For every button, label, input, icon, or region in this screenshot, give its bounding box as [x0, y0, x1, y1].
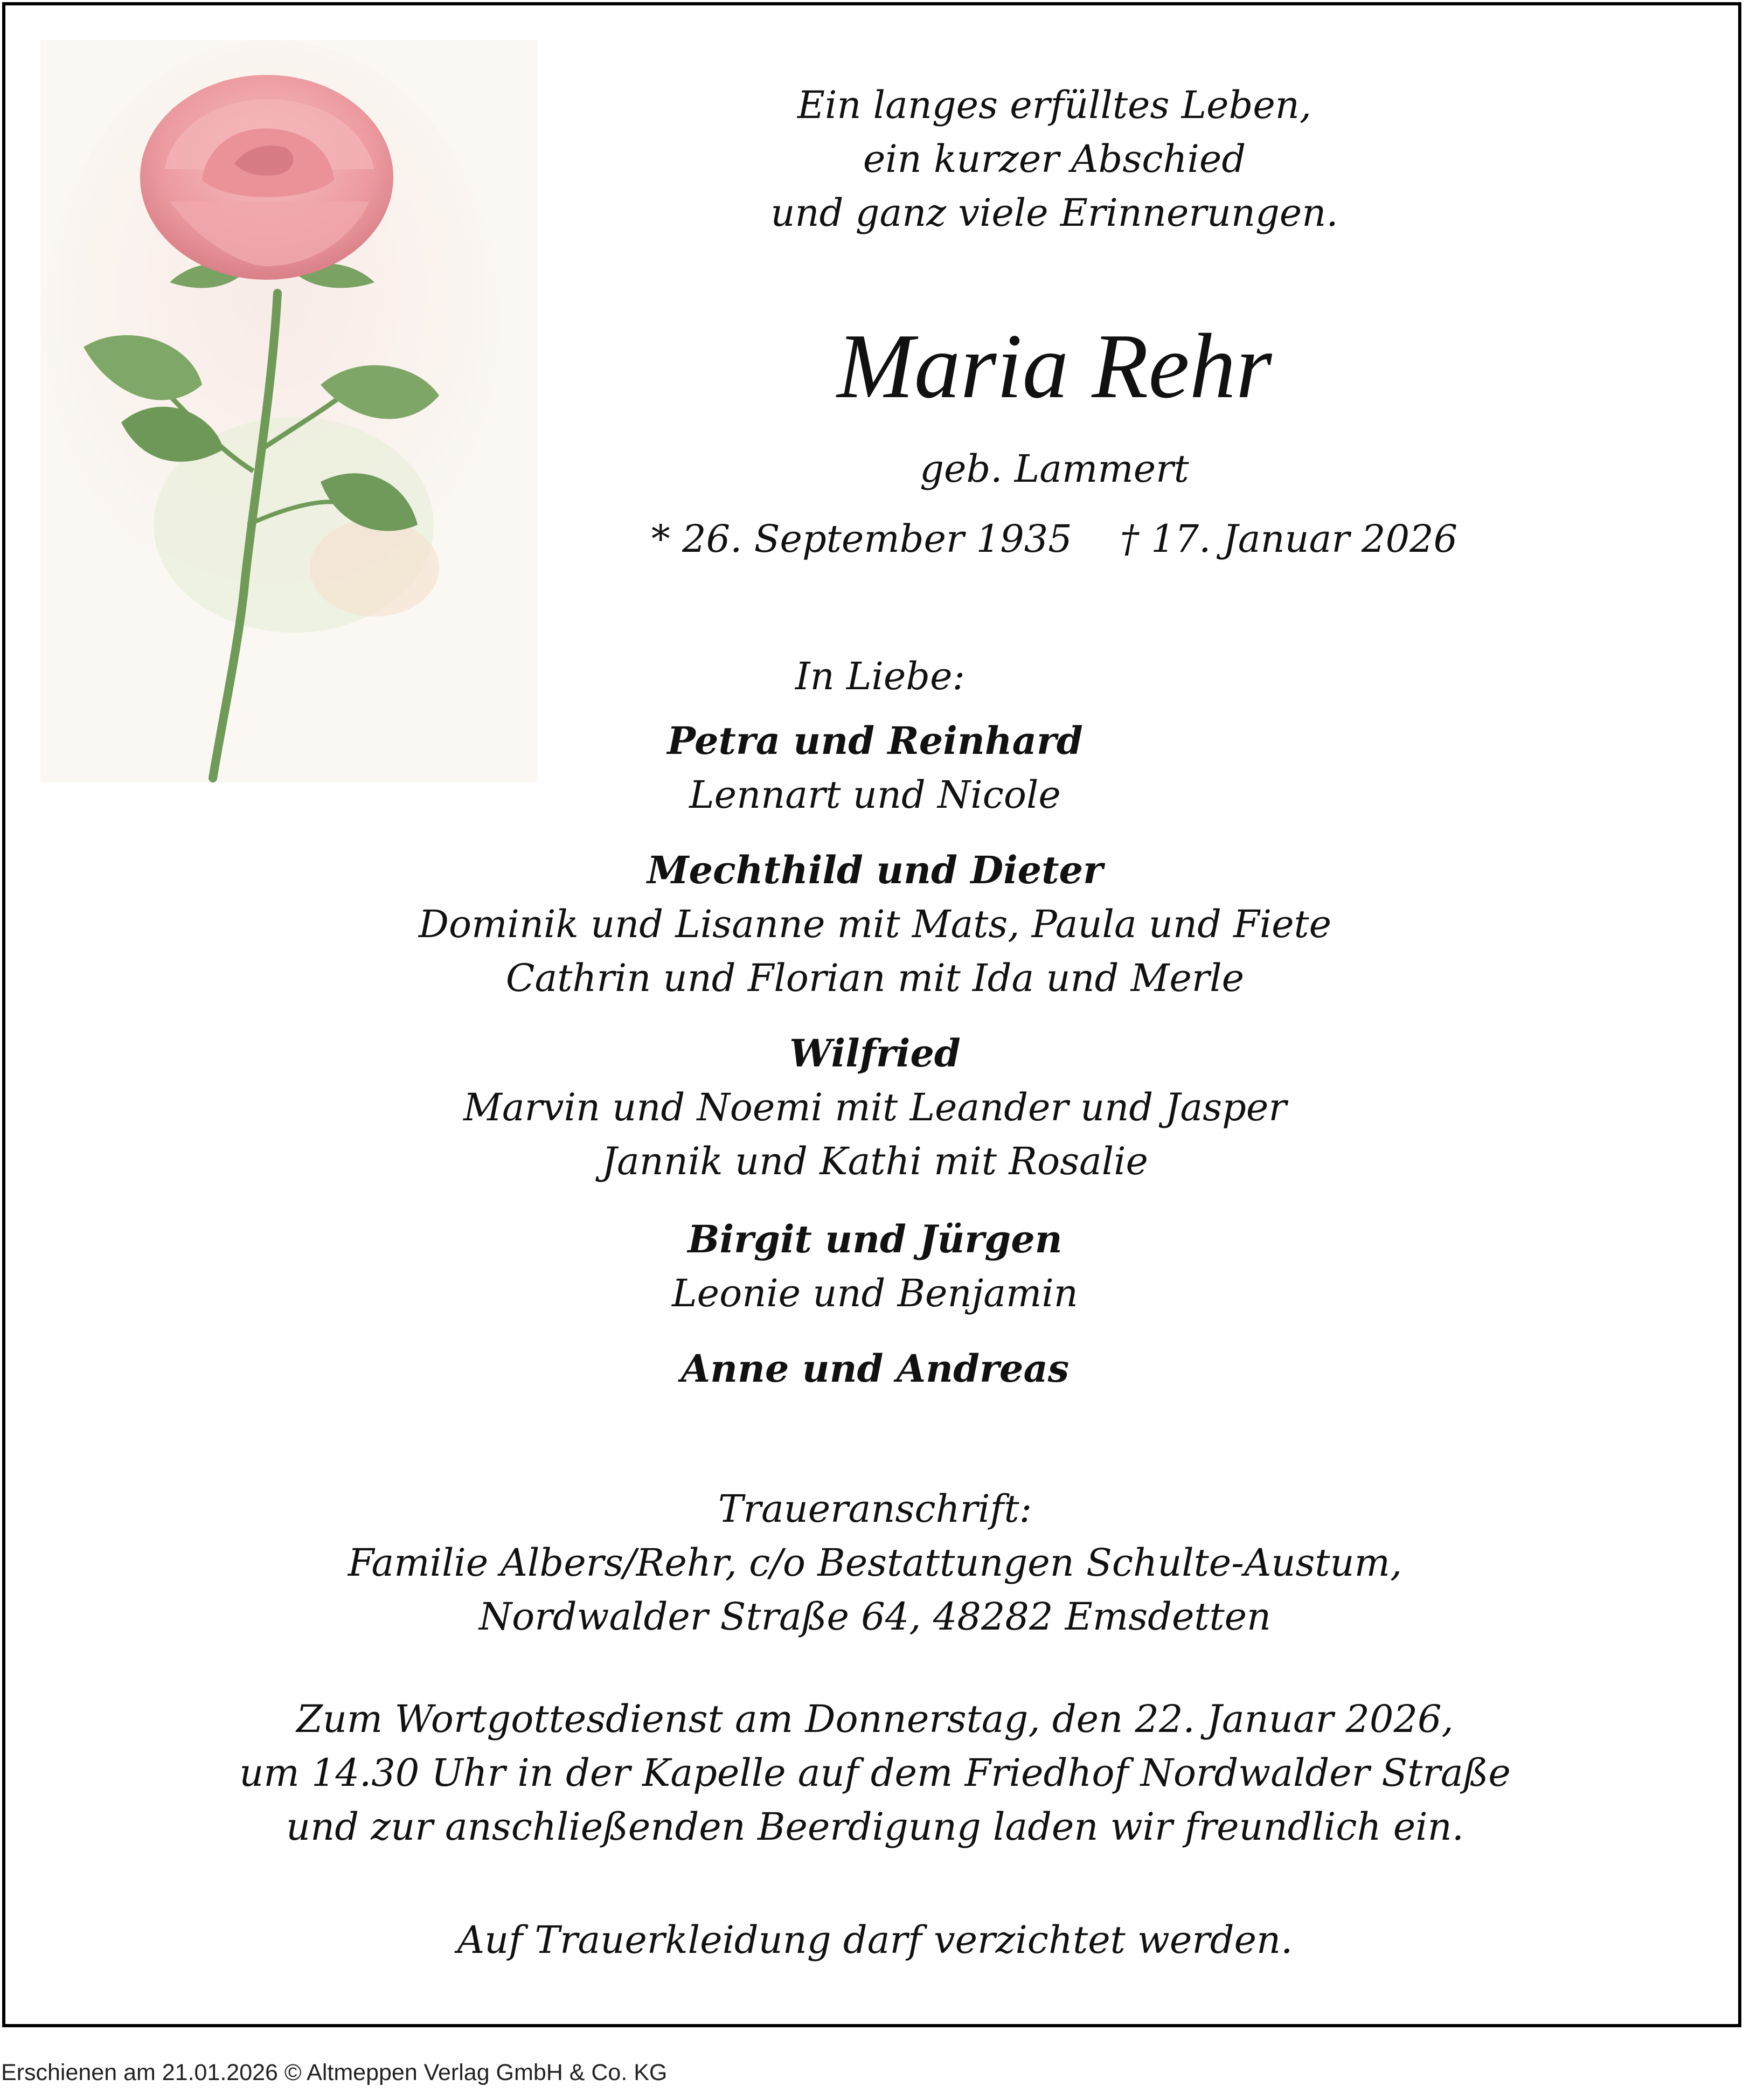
family-member: Marvin und Noemi mit Leander und Jasper [463, 1085, 1287, 1129]
family-head: Anne und Andreas [680, 1346, 1070, 1391]
family-member: Cathrin und Florian mit Ida und Merle [505, 956, 1245, 1000]
address-line-2: Nordwalder Straße 64, 48282 Emsdetten [478, 1595, 1272, 1639]
family-member: Lennart und Nicole [689, 773, 1061, 817]
deceased-name: Maria Rehr [837, 315, 1272, 418]
family-head: Petra und Reinhard [667, 718, 1083, 763]
birth-name: geb. Lammert [920, 447, 1189, 491]
rose-illustration-icon [40, 40, 537, 782]
quote-line-1: Ein langes erfülltes Leben, [797, 83, 1312, 127]
family-member: Jannik und Kathi mit Rosalie [602, 1139, 1148, 1183]
closing-note: Auf Trauerkleidung darf verzichtet werden. [457, 1918, 1293, 1962]
service-line-3: und zur anschließenden Beerdigung laden wir freundlich ein. [286, 1805, 1464, 1849]
family-head: Birgit und Jürgen [688, 1217, 1062, 1262]
family-member: Leonie und Benjamin [672, 1271, 1078, 1315]
quote-line-2: ein kurzer Abschied [863, 137, 1246, 181]
in-love-label: In Liebe: [795, 654, 966, 698]
family-head: Mechthild und Dieter [647, 848, 1103, 892]
quote-line-3: und ganz viele Erinnerungen. [770, 191, 1338, 235]
family-head: Wilfried [789, 1031, 961, 1076]
life-dates: * 26. September 1935 † 17. Januar 2026 [651, 517, 1458, 561]
service-line-1: Zum Wortgottesdienst am Donnerstag, den 22. Januar 2026, [296, 1697, 1454, 1741]
service-line-2: um 14.30 Uhr in der Kapelle auf dem Friedhof Nordwalder Straße [239, 1751, 1511, 1795]
publication-footer: Erschienen am 21.01.2026 © Altmeppen Verlag GmbH & Co. KG [1, 2060, 668, 2085]
family-member: Dominik und Lisanne mit Mats, Paula und Fiete [418, 902, 1332, 946]
address-label: Traueranschrift: [718, 1487, 1032, 1531]
address-line-1: Familie Albers/Rehr, c/o Bestattungen Schulte-Austum, [348, 1541, 1402, 1585]
